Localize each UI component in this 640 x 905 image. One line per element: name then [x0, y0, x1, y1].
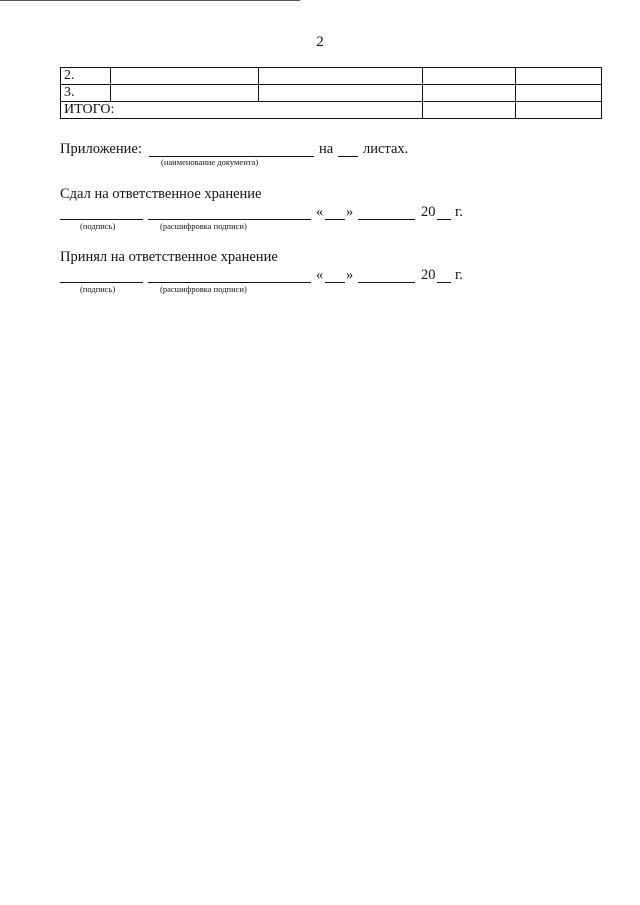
date-quote-open: « — [316, 204, 324, 220]
total-label-cell: ИТОГО: — [61, 102, 423, 119]
day-blank — [325, 219, 345, 220]
signature-caption: (подпись) — [80, 284, 116, 294]
signature-caption: (подпись) — [80, 221, 116, 231]
signature-decoding-blank — [148, 219, 311, 220]
attachment-label: Приложение: — [60, 141, 142, 157]
signature-blank — [60, 219, 143, 220]
date-quote-close: » — [346, 267, 354, 283]
table-cell — [259, 85, 423, 102]
table-cell — [111, 68, 259, 85]
table-row-total — [61, 102, 602, 119]
table-cell — [516, 68, 602, 85]
table-cell — [423, 85, 516, 102]
date-quote-close: » — [346, 204, 354, 220]
table-cell: 3. — [61, 85, 111, 102]
signature-decoding-caption: (расшифровка подписи) — [160, 284, 247, 294]
table-row — [61, 68, 602, 85]
year-blank — [437, 282, 451, 283]
year-blank — [437, 219, 451, 220]
signature-blank — [60, 282, 143, 283]
month-blank — [358, 282, 415, 283]
document-name-caption: (наименование документа) — [161, 157, 259, 167]
inventory-table — [60, 67, 602, 119]
table-cell — [516, 85, 602, 102]
day-blank — [325, 282, 345, 283]
year-prefix: 20 — [421, 267, 436, 283]
handed-over-heading: Сдал на ответственное хранение — [60, 186, 262, 202]
table-cell: 2. — [61, 68, 111, 85]
received-heading: Принял на ответственное хранение — [60, 249, 278, 265]
page-number: 2 — [316, 34, 324, 50]
table-cell — [423, 102, 516, 119]
date-quote-open: « — [316, 267, 324, 283]
table-cell — [516, 102, 602, 119]
attachment-on-text: на — [319, 141, 334, 157]
sheet-count-blank — [338, 156, 358, 157]
signature-decoding-caption: (расшифровка подписи) — [160, 221, 247, 231]
table-cell — [259, 68, 423, 85]
year-prefix: 20 — [421, 204, 436, 220]
scan-edge-line — [0, 0, 300, 1]
year-suffix: г. — [455, 204, 463, 220]
month-blank — [358, 219, 415, 220]
table-cell — [423, 68, 516, 85]
signature-decoding-blank — [148, 282, 311, 283]
table-cell — [111, 85, 259, 102]
attachment-sheets-text: листах. — [363, 141, 409, 157]
table-row — [61, 85, 602, 102]
year-suffix: г. — [455, 267, 463, 283]
